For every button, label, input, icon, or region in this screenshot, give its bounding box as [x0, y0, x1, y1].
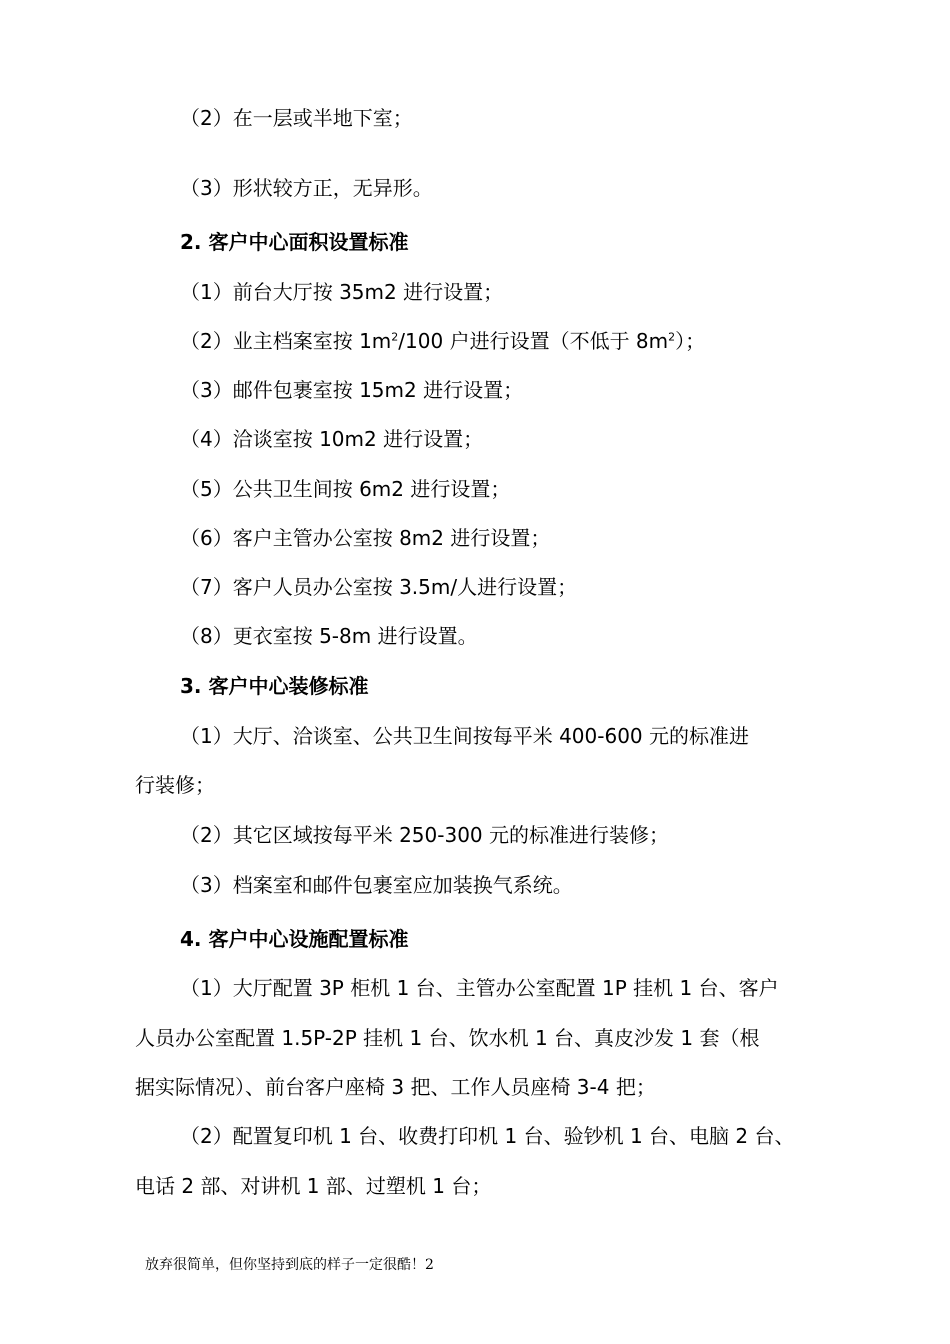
text-line: 据实际情况）、前台客户座椅 3 把、工作人员座椅 3-4 把；	[135, 1075, 656, 1099]
text-line: （3）形状较方正，无异形。	[180, 176, 433, 200]
text-line: （1）大厅、洽谈室、公共卫生间按每平米 400-600 元的标准进	[180, 724, 750, 748]
text-line	[180, 327, 705, 355]
section-heading: 4. 客户中心设施配置标准	[180, 927, 409, 951]
text-line: 行装修；	[135, 773, 215, 797]
text-line: （2）配置复印机 1 台、收费打印机 1 台、验钞机 1 台、电脑 2 台、	[180, 1124, 795, 1148]
text-line: （2）在一层或半地下室；	[180, 106, 413, 130]
page-footer: 放弃很简单，但你坚持到底的样子一定很酷！2	[145, 1257, 434, 1273]
text-line: 电话 2 部、对讲机 1 部、过塑机 1 台；	[135, 1174, 492, 1198]
text-line: 人员办公室配置 1.5P-2P 挂机 1 台、饮水机 1 台、真皮沙发 1 套（根	[135, 1026, 760, 1050]
section-heading: 2. 客户中心面积设置标准	[180, 230, 409, 254]
text-line: （2）其它区域按每平米 250-300 元的标准进行装修；	[180, 823, 670, 847]
text-line: （8）更衣室按 5-8m 进行设置。	[180, 624, 478, 648]
superscript: 2	[391, 330, 399, 344]
text-segment: /100 户进行设置（不低于 8m	[398, 329, 669, 353]
text-segment: （2）业主档案室按 1m	[180, 329, 392, 353]
text-segment: ）；	[675, 329, 706, 353]
text-line: （1）前台大厅按 35m2 进行设置；	[180, 280, 504, 304]
text-line: （5）公共卫生间按 6m2 进行设置；	[180, 477, 511, 501]
text-line: （6）客户主管办公室按 8m2 进行设置；	[180, 526, 551, 550]
section-heading: 3. 客户中心装修标准	[180, 674, 369, 698]
text-line: （3）档案室和邮件包裹室应加装换气系统。	[180, 873, 573, 897]
text-line: （7）客户人员办公室按 3.5m/人进行设置；	[180, 575, 578, 599]
superscript: 2	[668, 330, 676, 344]
text-line: （1）大厅配置 3P 柜机 1 台、主管办公室配置 1P 挂机 1 台、客户	[180, 976, 779, 1000]
text-line: （3）邮件包裹室按 15m2 进行设置；	[180, 378, 524, 402]
text-line: （4）洽谈室按 10m2 进行设置；	[180, 427, 484, 451]
